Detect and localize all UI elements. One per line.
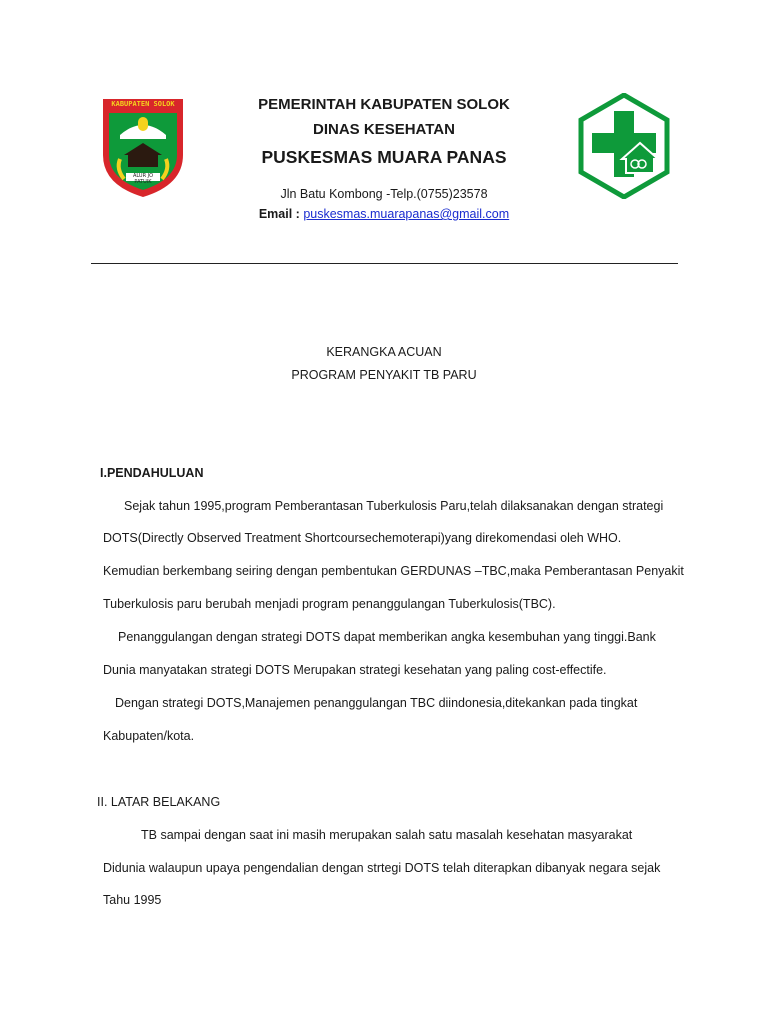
section1-line: Dengan strategi DOTS,Manajemen penanggulangan TBC diindonesia,ditekankan pada tingkat — [115, 696, 638, 710]
header-divider — [91, 263, 678, 264]
section1-line: Kabupaten/kota. — [103, 729, 195, 743]
section2-line: Tahu 1995 — [103, 893, 162, 907]
header-email — [0, 207, 768, 221]
section1-line: DOTS(Directly Observed Treatment Shortcoursechemoterapi)yang direkomendasi oleh WHO. — [103, 531, 622, 545]
doc-title-line-2: PROGRAM PENYAKIT TB PARU — [291, 368, 477, 382]
header-line-3: PUSKESMAS MUARA PANAS — [261, 147, 507, 167]
header-line-2: DINAS KESEHATAN — [313, 121, 455, 138]
logo-bottom-text: ALUR JO PATUIK — [132, 173, 154, 185]
section1-line: Sejak tahun 1995,program Pemberantasan Tuberkulosis Paru,telah dilaksanakan dengan strategi — [124, 499, 664, 513]
section1-line: Penanggulangan dengan strategi DOTS dapat memberikan angka kesembuhan yang tinggi.Bank — [118, 630, 656, 644]
section1-heading: I.PENDAHULUAN — [100, 466, 204, 480]
header-address: Jln Batu Kombong -Telp.(0755)23578 — [280, 187, 488, 201]
section2-line: TB sampai dengan saat ini masih merupakan salah satu masalah kesehatan masyarakat — [141, 828, 633, 842]
section2-heading: II. LATAR BELAKANG — [97, 795, 221, 809]
header-line-1: PEMERINTAH KABUPATEN SOLOK — [258, 96, 510, 113]
section1-line: Dunia manyatakan strategi DOTS Merupakan strategi kesehatan yang paling cost-effectife. — [103, 663, 607, 677]
email-link[interactable]: puskesmas.muarapanas@gmail.com — [303, 207, 510, 221]
email-label: Email : — [258, 207, 300, 221]
section1-line: Tuberkulosis paru berubah menjadi program penanggulangan Tuberkulosis(TBC). — [103, 597, 556, 611]
section2-line: Didunia walaupun upaya pengendalian dengan strtegi DOTS telah diterapkan dibanyak negara sejak — [103, 861, 661, 875]
doc-title-line-1: KERANGKA ACUAN — [326, 345, 442, 359]
section1-line: Kemudian berkembang seiring dengan pembentukan GERDUNAS –TBC,maka Pemberantasan Penyakit — [103, 564, 684, 578]
logo-top-text: KABUPATEN SOLOK — [111, 100, 175, 108]
